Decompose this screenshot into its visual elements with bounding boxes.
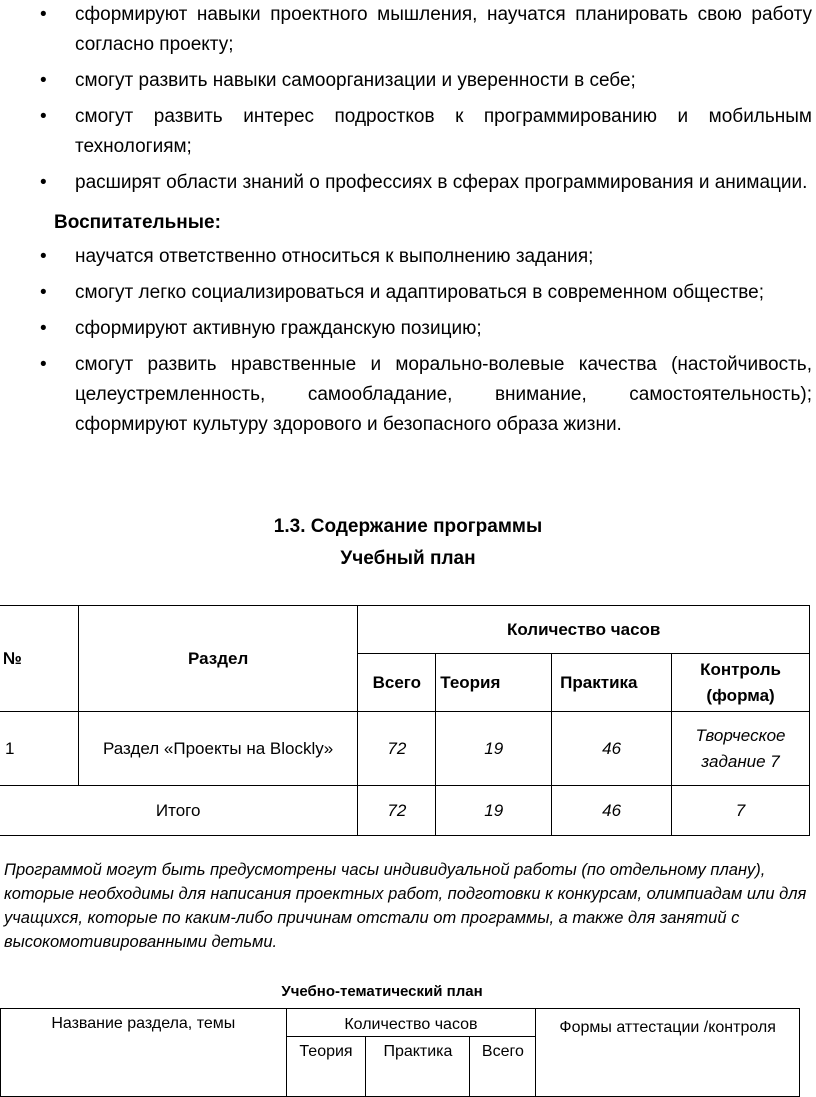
col-header-number: № <box>0 606 78 712</box>
col-header-control: Контроль (форма) <box>672 654 810 712</box>
col-header-theory: Теория <box>286 1037 366 1097</box>
thematic-plan-title: Учебно-тематический план <box>281 983 483 1000</box>
list-item: • смогут развить интерес подростков к программированию и мобильным технологиям; <box>0 102 816 162</box>
col-header-hours: Количество часов <box>286 1009 536 1037</box>
list-item: • расширят области знаний о профессиях в сферах программирования и анимации. <box>0 168 816 198</box>
educational-bullet-list <box>0 242 816 446</box>
row-theory: 19 <box>436 712 552 786</box>
educational-heading: Воспитательные: <box>54 212 221 233</box>
row-total: 72 <box>358 712 436 786</box>
table-row <box>0 712 810 786</box>
list-item: • смогут легко социализироваться и адаптироваться в современном обществе; <box>0 278 816 308</box>
row-control: Творческое задание 7 <box>672 712 810 786</box>
col-header-total: Всего <box>470 1037 536 1097</box>
list-item: • смогут развить нравственные и морально-волевые качества (настойчивость, целеустремленность, самообладание, внимание, самостоятельность); сформируют культуру здорового и безопасного образа жизни. <box>0 350 816 440</box>
row-practice: 46 <box>552 712 672 786</box>
goals-bullet-list <box>0 0 816 204</box>
col-header-hours: Количество часов <box>358 606 810 654</box>
thematic-plan-table <box>0 1008 800 1097</box>
total-control: 7 <box>672 786 810 836</box>
list-item: • смогут развить навыки самоорганизации и уверенности в себе; <box>0 66 816 96</box>
col-header-theory: Теория <box>436 654 552 712</box>
col-header-practice: Практика <box>366 1037 470 1097</box>
individual-hours-note: Программой могут быть предусмотрены часы индивидуальной работы (по отдельному плану), которые необходимы для написания проектных работ, подготовки к конкурсам, олимпиадам или для учащихся, которые по каким-либо причинам отстали от программы, а также для занятий с высокомотивированными детьми. <box>4 861 807 951</box>
row-number: 1 <box>0 712 78 786</box>
col-header-assessment-forms: Формы аттестации /контроля <box>536 1009 800 1097</box>
col-header-section: Раздел <box>78 606 358 712</box>
table-row-total <box>0 786 810 836</box>
curriculum-table <box>0 605 810 836</box>
total-label: Итого <box>0 786 358 836</box>
col-header-topic-name: Название раздела, темы <box>1 1009 287 1097</box>
col-header-practice: Практика <box>552 654 672 712</box>
total-theory: 19 <box>436 786 552 836</box>
section-title: 1.3. Содержание программы <box>273 516 543 537</box>
list-item: • сформируют активную гражданскую позицию; <box>0 314 816 344</box>
total-practice: 46 <box>552 786 672 836</box>
list-item: • научатся ответственно относиться к выполнению задания; <box>0 242 816 272</box>
list-item: • сформируют навыки проектного мышления, научатся планировать свою работу согласно проекту; <box>0 0 816 60</box>
section-subtitle: Учебный план <box>340 548 476 569</box>
col-header-total: Всего <box>358 654 436 712</box>
row-section: Раздел «Проекты на Blockly» <box>78 712 358 786</box>
total-hours: 72 <box>358 786 436 836</box>
